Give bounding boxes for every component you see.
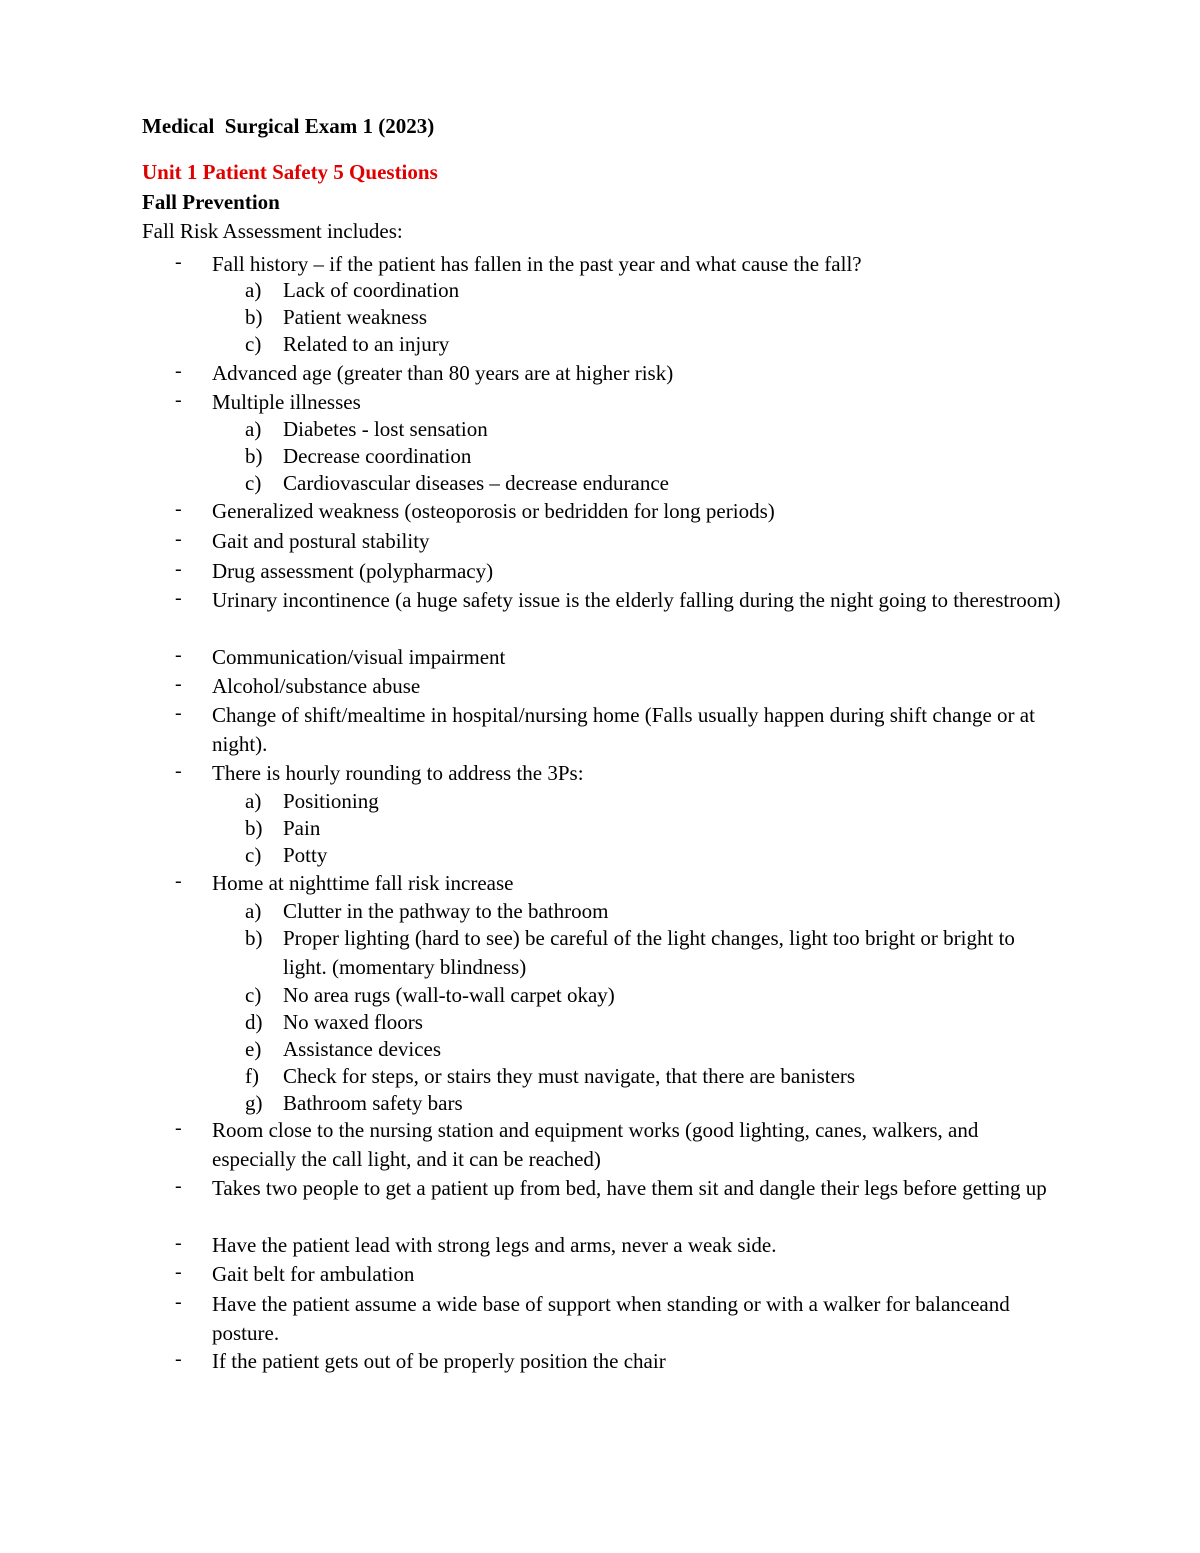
list-item-text: Alcohol/substance abuse [212,674,421,698]
sub-item-text: Decrease coordination [283,444,472,468]
sub-item-text: Pain [283,816,321,840]
bullet-marker: - [175,587,182,609]
list-item-text: Gait and postural stability [212,529,430,553]
sub-item-marker: c) [245,843,262,867]
bullet-marker: - [175,498,182,520]
bullet-marker: - [175,1175,182,1197]
list-item-text: Fall history – if the patient has fallen in the past year and what cause the fall? [212,252,862,276]
sub-item-marker: a) [245,899,262,923]
bullet-marker: - [175,558,182,580]
bullet-marker: - [175,702,182,724]
sub-item-text: No waxed floors [283,1010,423,1034]
sub-item-marker: c) [245,983,262,1007]
sub-item-marker: f) [245,1064,259,1088]
list-item-text: Communication/visual impairment [212,645,506,669]
list-item-text: If the patient gets out of be properly position the chair [212,1349,666,1373]
list-item-text: Home at nighttime fall risk increase [212,871,514,895]
bullet-marker: - [175,360,182,382]
bullet-marker: - [175,644,182,666]
list-item-text: Advanced age (greater than 80 years are at higher risk) [212,361,674,385]
bullet-marker: - [175,1232,182,1254]
sub-item-marker: b) [245,444,263,468]
sub-item-text: Diabetes - lost sensation [283,417,488,441]
sub-item-text: Cardiovascular diseases – decrease endurance [283,471,669,495]
list-item-text: There is hourly rounding to address the 3Ps: [212,761,584,785]
sub-item-marker: g) [245,1091,263,1115]
bullet-marker: - [175,251,182,273]
sub-item-text: Related to an injury [283,332,450,356]
bullet-marker: - [175,389,182,411]
unit-heading: Unit 1 Patient Safety 5 Questions [142,160,438,184]
bullet-marker: - [175,1291,182,1313]
bullet-marker: - [175,760,182,782]
bullet-marker: - [175,870,182,892]
list-item-text: Multiple illnesses [212,390,361,414]
sub-item-text: Clutter in the pathway to the bathroom [283,899,609,923]
sub-item-text: Potty [283,843,328,867]
sub-item-marker: c) [245,471,262,495]
sub-item-marker: a) [245,278,262,302]
sub-item-text: Positioning [283,789,379,813]
sub-item-marker: e) [245,1037,262,1061]
document-title: Medical Surgical Exam 1 (2023) [142,114,435,138]
bullet-marker: - [175,1117,182,1139]
sub-item-text: Proper lighting (hard to see) be careful of the light changes, light too bright or bright to light. (momentary blindness) [283,926,1015,979]
sub-item-text: Patient weakness [283,305,428,329]
sub-item-marker: b) [245,816,263,840]
sub-item-marker: a) [245,789,262,813]
bullet-marker: - [175,1261,182,1283]
section-heading: Fall Prevention [142,190,280,214]
sub-item-marker: b) [245,926,263,950]
list-item-text: Room close to the nursing station and equipment works (good lighting, canes, walkers, and especially the call light, and it can be reached) [212,1118,979,1171]
sub-item-marker: d) [245,1010,263,1034]
list-item-text: Urinary incontinence (a huge safety issue is the elderly falling during the night going to therestroom) [212,588,1061,612]
list-item-text: Gait belt for ambulation [212,1262,415,1286]
sub-item-marker: a) [245,417,262,441]
sub-item-text: Check for steps, or stairs they must navigate, that there are banisters [283,1064,856,1088]
sub-item-marker: b) [245,305,263,329]
list-item-text: Takes two people to get a patient up from bed, have them sit and dangle their legs before getting up [212,1176,1047,1200]
list-item-text: Have the patient lead with strong legs and arms, never a weak side. [212,1233,777,1257]
intro-text: Fall Risk Assessment includes: [142,219,403,243]
bullet-marker: - [175,1348,182,1370]
sub-item-marker: c) [245,332,262,356]
list-item-text: Have the patient assume a wide base of support when standing or with a walker for balanceand posture. [212,1292,1010,1345]
sub-item-text: No area rugs (wall-to-wall carpet okay) [283,983,615,1007]
list-item-text: Generalized weakness (osteoporosis or bedridden for long periods) [212,499,775,523]
bullet-marker: - [175,528,182,550]
list-item-text: Drug assessment (polypharmacy) [212,559,494,583]
sub-item-text: Lack of coordination [283,278,460,302]
list-item-text: Change of shift/mealtime in hospital/nursing home (Falls usually happen during shift change or at night). [212,703,1035,756]
sub-item-text: Assistance devices [283,1037,442,1061]
sub-item-text: Bathroom safety bars [283,1091,463,1115]
bullet-marker: - [175,673,182,695]
